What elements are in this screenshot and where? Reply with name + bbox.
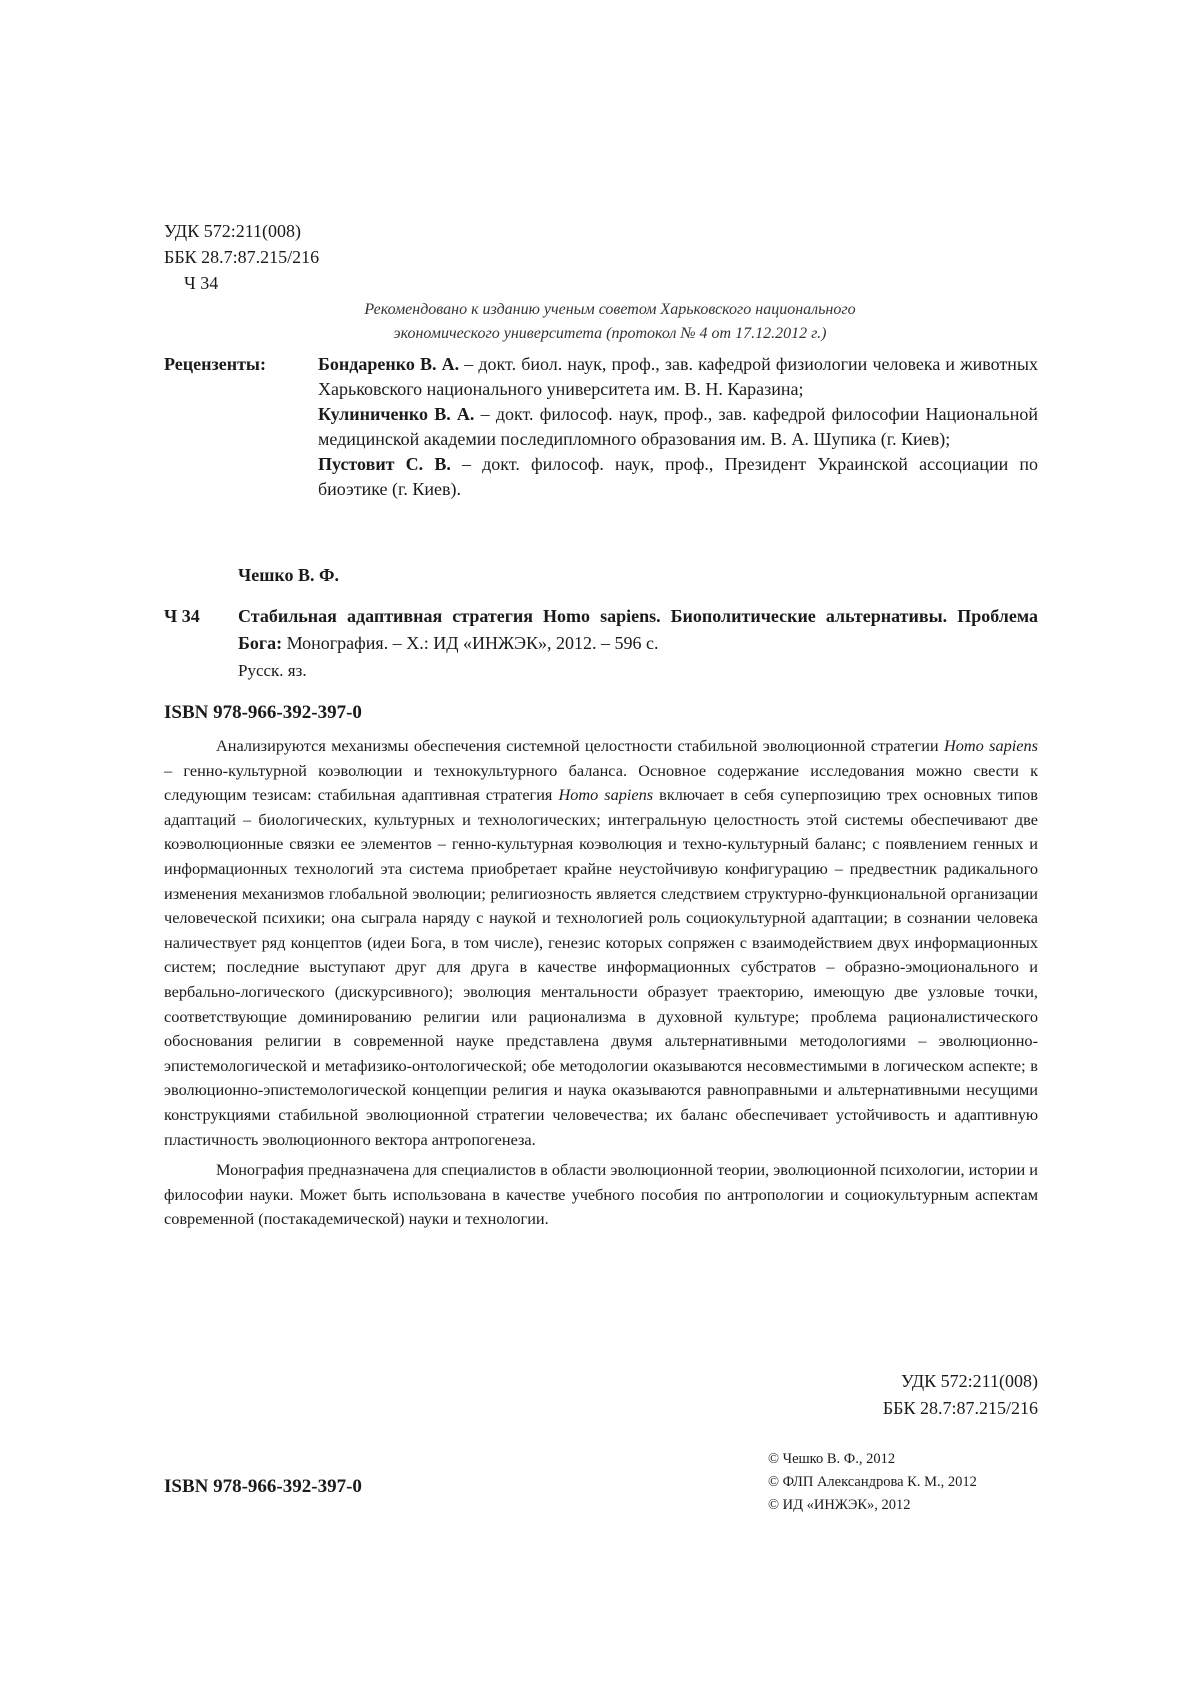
classification-codes-footer xyxy=(760,1368,1038,1422)
book-details: Монография. – Х.: ИД «ИНЖЭК», 2012. – 596 с. xyxy=(282,633,659,653)
copyright-line: © ФЛП Александрова К. М., 2012 xyxy=(768,1474,977,1490)
copyright-block xyxy=(768,1448,977,1517)
abstract-paragraph: Анализируются механизмы обеспечения системной целостности стабильной эволюционной стратегии Homo sapiens – генно-культурной коэволюции и технокультурного баланса. Основное содержание исследования можно свести к следующим тезисам: стабильная адаптивная стратегия Homo sapiens включает в себя суперпозицию трех основных типов адаптаций – биологических, культурных и технологических; интегральную целостность этой системы обеспечивают две коэволюционные связки ее элементов – генно-культурная коэволюция и техно-культурный баланс; с появлением генных и информационных технологий эта система приобретает крайне неустойчивую конфигурацию – предвестник радикального изменения механизмов глобальной эволюции; религиозность является следствием структурно-функциональной организации человеческой психики; она сыграла наряду с наукой и технологией роль социокультурной адаптации; в сознании человека наличествует ряд концептов (идеи Бога, в том числе), генезис которых сопряжен с взаимодействием двух информационных систем; последние выступают друг для друга в качестве информационных субстратов – образно-эмоционального и вербально-логического (дискурсивного); эволюция ментальности образует траекторию, имеющую две узловые точки, соответствующие доминированию религии или рационализма в духовной культуре; проблема рационалистического обоснования религии в современной науке представлена двумя альтернативными методологиями – эволюционно-эпистемологической и метафизико-онтологической; обе методологии оказываются несовместимыми в логическом аспекте; в эволюционно-эпистемологической концепции религия и наука оказываются равноправными и альтернативными несущими конструкциями стабильной эволюционной стратегии человечества; их баланс обеспечивает устойчивость и адаптивную пластичность эволюционного вектора антропогенеза. xyxy=(164,736,1038,1149)
book-language: Русск. яз. xyxy=(238,661,307,680)
reviewer-entry xyxy=(318,452,1038,502)
reviewer-name: Пустовит С. В. xyxy=(318,454,451,474)
recommendation-line: экономического университета (протокол № 4 от 17.12.2012 г.) xyxy=(393,325,827,342)
recommendation-line: Рекомендовано к изданию ученым советом Харьковского национального xyxy=(364,301,856,318)
reviewers-label: Рецензенты: xyxy=(164,354,266,374)
isbn-footer: ISBN 978-966-392-397-0 xyxy=(164,1476,362,1497)
bbk-code: ББК 28.7:87.215/216 xyxy=(164,247,320,267)
bbk-code: ББК 28.7:87.215/216 xyxy=(882,1398,1038,1418)
reviewer-details: – докт. философ. наук, проф., Президент Украинской ассоциации по биоэтике (г. Киев). xyxy=(318,454,1038,499)
udk-code: УДК 572:211(008) xyxy=(900,1371,1038,1391)
reviewer-details: – докт. философ. наук, проф., зав. кафедрой философии Национальной медицинской академии последипломного образования им. В. А. Шупика (г. Киев); xyxy=(318,404,1038,449)
isbn: ISBN 978-966-392-397-0 xyxy=(164,702,362,723)
reviewer-details: – докт. биол. наук, проф., зав. кафедрой физиологии человека и животных Харьковского национального университета им. В. Н. Каразина; xyxy=(318,354,1038,399)
reviewer-entry xyxy=(318,352,1038,402)
abstract-paragraph: Монография предназначена для специалистов в области эволюционной теории, эволюционной психологии, истории и философии науки. Может быть использована в качестве учебного пособия по антропологии и социокультурным аспектам современной (постакадемической) науки и технологии. xyxy=(164,1160,1038,1229)
bibliographic-description xyxy=(238,603,1038,657)
reviewer-name: Кулиниченко В. А. xyxy=(318,404,475,424)
book-title: Стабильная адаптивная стратегия Homo sapiens. Биополитические альтернативы. Проблема Бога: xyxy=(238,606,1038,653)
reviewers-list xyxy=(318,352,1038,502)
reviewer-name: Бондаренко В. А. xyxy=(318,354,460,374)
reviewer-entry xyxy=(318,402,1038,452)
udk-code: УДК 572:211(008) xyxy=(164,221,302,241)
book-code: Ч 34 xyxy=(164,606,200,626)
author-mark: Ч 34 xyxy=(184,273,219,293)
publication-recommendation xyxy=(290,298,930,346)
species-name: Homo sapiens xyxy=(944,736,1038,755)
classification-codes xyxy=(164,218,319,296)
abstract xyxy=(164,734,1038,1232)
species-name: Homo sapiens xyxy=(558,785,654,805)
copyright-line: © Чешко В. Ф., 2012 xyxy=(768,1451,896,1467)
copyright-line: © ИД «ИНЖЭК», 2012 xyxy=(768,1497,911,1513)
book-author: Чешко В. Ф. xyxy=(238,565,339,585)
